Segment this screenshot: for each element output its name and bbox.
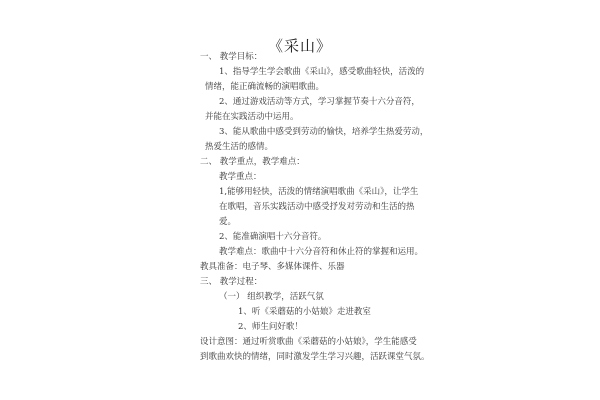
key-point-1-line-3: 爱。: [219, 217, 237, 227]
objective-1-line-2: 情绪，能正确流畅的演唱歌曲。: [205, 82, 325, 92]
teaching-aids: 教具准备：电子琴、多媒体课件、乐器: [200, 262, 345, 272]
key-point-1-line-2: 在歌唱，音乐实践活动中感受抒发对劳动和生活的热: [219, 202, 415, 212]
section-heading-key-points: 二、 教学重点，教学难点：: [200, 157, 305, 167]
objective-3-line-2: 热爱生活的感情。: [205, 142, 274, 152]
objective-1-line-1: 1、指导学生学会歌曲《采山》，感受歌曲轻快，活泼的: [219, 67, 425, 77]
difficult-points: 教学难点：歌曲中十六分音符和休止符的掌握和运用。: [219, 247, 424, 257]
key-point-2: 2、能准确演唱十六分音符。: [219, 232, 327, 242]
design-intent-line-2: 到歌曲欢快的情绪，同时激发学生学习兴趣，活跃课堂气氛。: [200, 352, 430, 362]
objective-2-line-2: 并能在实践活动中运用。: [205, 112, 299, 122]
section-heading-process: 三、 教学过程：: [200, 277, 263, 287]
process-step-heading: （一） 组织教学，活跃气氛: [219, 292, 324, 302]
section-heading-objectives: 一、 教学目标：: [200, 52, 263, 62]
process-item-1: 1、听《采蘑菇的小姑娘》走进教室: [238, 307, 371, 317]
objective-3-line-1: 3、能从歌曲中感受到劳动的愉快，培养学生热爱劳动，: [219, 127, 429, 137]
objective-2-line-1: 2、通过游戏活动等方式，学习掌握节奏十六分音符，: [219, 97, 420, 107]
document-title: 《采山》: [267, 37, 332, 55]
design-intent-line-1: 设计意图：通过听赏歌曲《采蘑菇的小姑娘》，学生能感受: [200, 337, 417, 347]
key-points-label: 教学重点：: [219, 172, 262, 182]
key-point-1-line-1: 1,能够用轻快，活泼的情绪演唱歌曲《采山》，让学生: [219, 187, 419, 197]
process-item-2: 2、师生问好歌！: [238, 322, 303, 332]
